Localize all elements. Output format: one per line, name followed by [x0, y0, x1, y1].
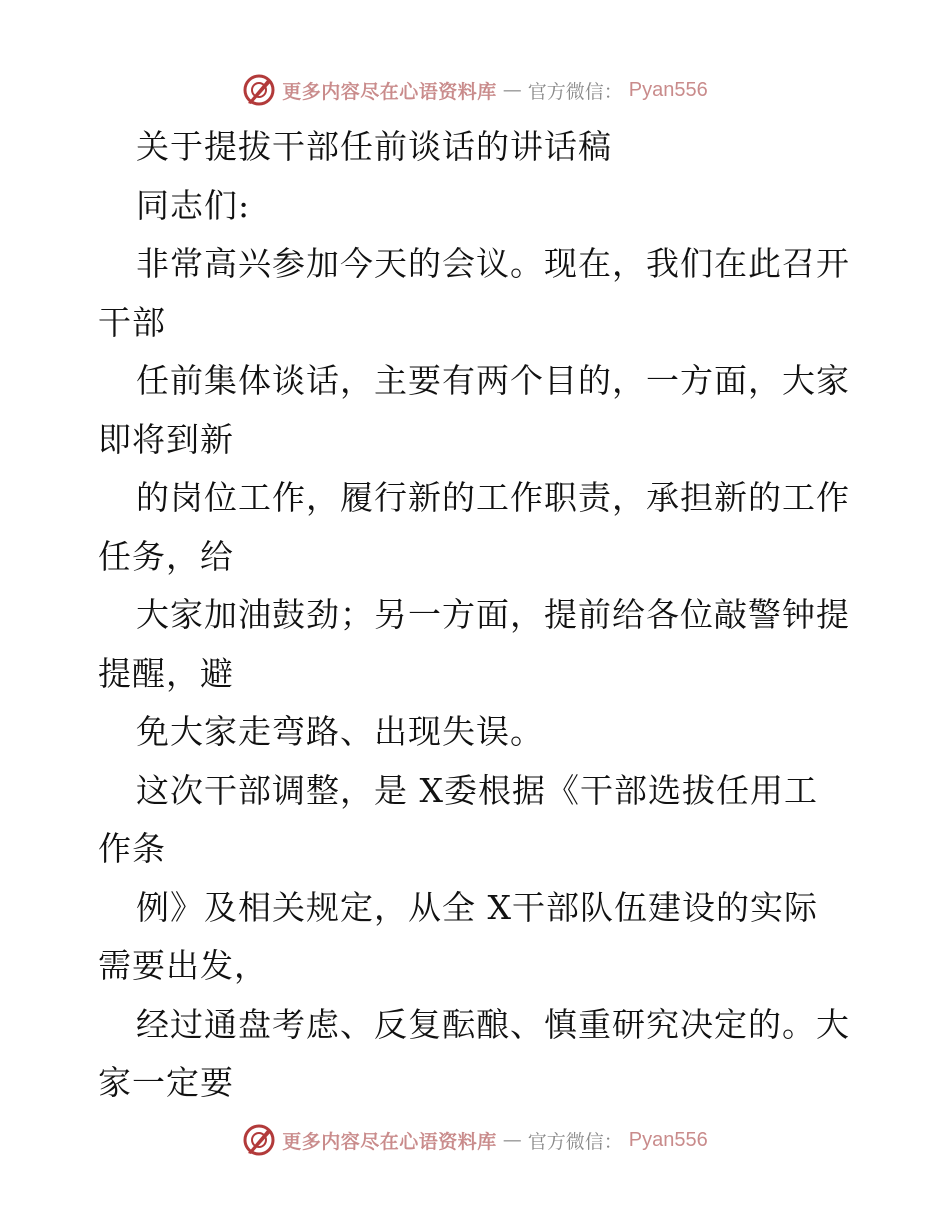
text-line: 非常高兴参加今天的会议。现在，我们在此召开	[136, 244, 850, 283]
document-title: 关于提拔干部任前谈话的讲话稿	[136, 127, 612, 166]
text-line: 即将到新	[98, 419, 234, 459]
pen-logo-icon	[242, 73, 276, 107]
text-line: 的岗位工作，履行新的工作职责，承担新的工作	[136, 478, 850, 517]
watermark-handle: Pyan556	[628, 1128, 708, 1151]
text-line: 提醒，避	[98, 653, 234, 693]
text-line: 这次干部调整，是 X委根据《干部选拔任用工	[136, 770, 818, 810]
text-line: 例》及相关规定，从全 X干部队伍建设的实际	[136, 887, 818, 927]
text-line: 免大家走弯路、出现失误。	[136, 712, 544, 751]
text-line: 大家加油鼓劲；另一方面，提前给各位敲警钟提	[136, 595, 850, 634]
text-line: 任务，给	[98, 536, 234, 576]
text-line: 任前集体谈话，主要有两个目的，一方面，大家	[136, 361, 850, 400]
text-line: 家一定要	[98, 1063, 234, 1102]
document-body	[98, 118, 858, 1113]
watermark-brand: 更多内容尽在心语资料库	[282, 80, 497, 103]
watermark-handle: Pyan556	[628, 78, 708, 101]
text-line: 作条	[98, 829, 166, 868]
watermark-brand: 更多内容尽在心语资料库	[282, 1130, 497, 1153]
text-line: 经过通盘考虑、反复酝酿、慎重研究决定的。大	[136, 1004, 850, 1044]
pen-logo-icon	[242, 1123, 276, 1157]
header-watermark	[0, 70, 950, 110]
watermark-label: 官方微信：	[527, 1130, 623, 1153]
watermark-dash: —	[502, 79, 522, 101]
footer-watermark	[0, 1120, 950, 1160]
watermark-dash: —	[502, 1129, 522, 1151]
text-line: 需要出发，	[98, 946, 268, 985]
text-line: 同志们:	[136, 185, 251, 225]
watermark-label: 官方微信：	[527, 80, 623, 103]
text-line: 干部	[98, 302, 166, 342]
